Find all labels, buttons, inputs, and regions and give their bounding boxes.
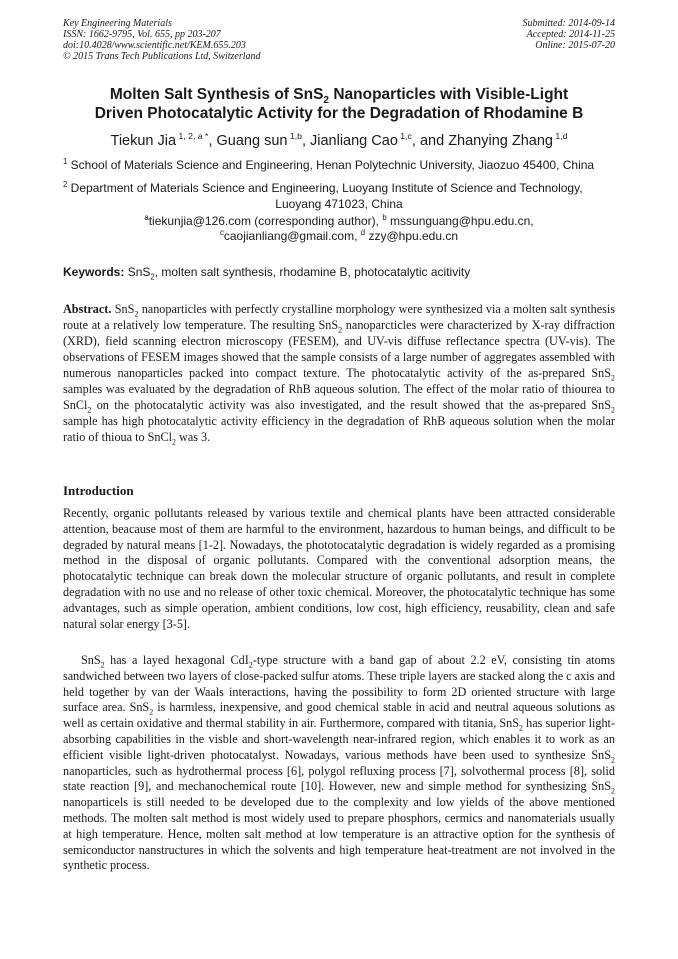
- author-affil-mark: 1, 2, a *: [176, 131, 209, 142]
- submitted-date: Submitted: 2014-09-14: [522, 18, 615, 29]
- paragraph-text: has superior light-absorbing capabilities in the visble and short-wavelength near-infrared region, which enables it to work as an efficient visible light-driven photocatalyst. Nowadays, various methods have been used to synthesize SnS: [63, 716, 615, 762]
- author-separator: , and: [411, 133, 449, 149]
- journal-name: Key Engineering Materials: [63, 18, 172, 29]
- title-line2: Driven Photocatalytic Activity for the Degradation of Rhodamine B: [94, 105, 584, 122]
- subscript: 2: [611, 755, 615, 765]
- subscript: 2: [172, 437, 176, 447]
- copyright-line: © 2015 Trans Tech Publications Ltd, Switzerland: [63, 51, 261, 62]
- title-part1: Molten Salt Synthesis of SnS: [109, 86, 324, 103]
- section-heading-introduction: Introduction: [63, 483, 134, 498]
- keywords-text-rest: , molten salt synthesis, rhodamine B, photocatalytic acitivity: [154, 265, 471, 279]
- author-name: Jianliang Cao: [310, 133, 398, 149]
- author-affil-mark: 1,b: [287, 131, 302, 142]
- abstract-text: was 3.: [175, 430, 211, 444]
- email-mark: c: [219, 228, 224, 237]
- keywords-text: SnS: [124, 265, 151, 279]
- subscript: 2: [248, 660, 253, 670]
- author-name: Tiekun Jia: [110, 133, 177, 149]
- email-a[interactable]: tiekunjia@126.com (corresponding author),: [148, 214, 383, 228]
- subscript: 2: [87, 405, 92, 415]
- author-affil-mark: 1,c: [397, 131, 412, 142]
- affiliation-number: 2: [63, 180, 68, 189]
- subscript: 2: [611, 405, 615, 415]
- author-affil-mark: 1,d: [552, 131, 568, 142]
- abstract-text: samples was evaluated by the degradation of RhB aqueous solution. The effect of the molar ratio of thiourea to SnCl: [63, 382, 615, 412]
- affiliation-text-line2: Luoyang 471023, China: [275, 197, 403, 211]
- abstract-text: nanoparcticles were characterized by X-ray diffraction (XRD), field scanning electron microscopy (FESEM), and UV-vis diffuse reflectance spectra (UV-vis). The observations of FESEM images showed that the sample consists of a large number of aggregates assembled with numerous nanoparticles packed into compact texture. The photocatalytic activity of the as-prepared SnS: [63, 318, 615, 380]
- subscript: 2: [338, 325, 343, 335]
- title-subscript: 2: [323, 95, 330, 107]
- email-mark: a: [144, 213, 149, 222]
- author-name: Zhanying Zhang: [448, 133, 553, 149]
- email-mark: d: [360, 228, 366, 237]
- affiliation-number: 1: [63, 157, 68, 166]
- paragraph-text: SnS: [81, 653, 101, 667]
- abstract-text: sample has high photocatalytic activity efficiency in the degradation of RhB aqueous solution when the molar ratio of thioua to SnCl: [63, 414, 615, 444]
- online-date: Online: 2015-07-20: [535, 40, 615, 51]
- author-name: Guang sun: [216, 133, 288, 149]
- doi-line[interactable]: doi:10.4028/www.scientific.net/KEM.655.203: [63, 40, 246, 51]
- journal-header-right: [523, 18, 616, 51]
- title-part2: Nanoparticles with Visible-Light: [329, 86, 569, 103]
- email-c[interactable]: caojianliang@gmail.com,: [223, 229, 361, 243]
- accepted-date: Accepted: 2014-11-25: [526, 29, 615, 40]
- intro-paragraph-2: [63, 653, 615, 874]
- abstract-text: on the photocatalytic activity was also investigated, and the result showed that the as-prepared SnS: [91, 398, 612, 412]
- affiliation-text: School of Materials Science and Engineering, Henan Polytechnic University, Jiaozuo 45400, China: [67, 158, 595, 172]
- paragraph-text: is harmless, inexpensive, and good chemical stable in acid and neutral aqueous solutions as well as certain oxidative and thermal stability in air. Furthermore, compared with titania, SnS: [63, 700, 615, 731]
- paragraph-text: nanoparticels is still needed to be developed due to the complexity and low yields of the above mentioned methods. The molten salt method is most widely used to prepare phosphors, cermics and nanomaterials usually at high temperature. Hence, molten salt method at low temperature is an attractive option for the synthesis of semiconductor nanstructures in which the solvents and high temperature heat-treatment are not involved in the synthetic process.: [63, 795, 615, 873]
- subscript: 2: [134, 309, 139, 319]
- paragraph-text: -type structure with a band gap of about 2.2 eV, consisting tin atoms sandwiched between two layers of close-packed sulfur atoms. These triple layers are stacked along the c axis and held together by van der Waals interactions, having the possibility to form 2D oriented structure with large surface area. SnS: [63, 653, 615, 715]
- email-b[interactable]: mssunguang@hpu.edu.cn,: [386, 214, 534, 228]
- keywords-label: Keywords:: [63, 265, 125, 279]
- author-list: [40, 132, 638, 150]
- keywords-subscript: 2: [150, 272, 155, 282]
- abstract-label: Abstract.: [63, 302, 112, 316]
- keywords: [63, 265, 615, 280]
- subscript: 2: [519, 723, 523, 733]
- subscript: 2: [100, 660, 105, 670]
- intro-paragraph-1: Recently, organic pollutants released by various textile and chemical plants have been attracted considerable attention, beacause most of them are harmful to the environment, hazardous to human beings, and difficult to be degraded by natural means [1-2]. Nowadays, the phototocatalytic degradation is widely regarded as a promising method in the disposal of organic pollutants. Compared with the conventional adsorption means, the photocatalytic technique can break down the molecular structure of organic pollutants, and result in complete degradation with no use and no release of other toxic chemical. Moreover, the photocatalytic technique has some advantages, such as simple operation, ambient conditions, low cost, high efficiency, reusability, clean and safe natural solar energy [3-5].: [63, 506, 615, 631]
- email-mark: b: [382, 213, 387, 222]
- subscript: 2: [149, 707, 154, 717]
- affiliation-1: [63, 157, 615, 173]
- abstract-text: nanoparticles with perfectly crystalline morphology were synthesized via a molten salt synthesis route at a relatively low temperature. The resulting SnS: [63, 302, 616, 332]
- affiliation-2: [63, 180, 615, 212]
- abstract: [63, 301, 615, 445]
- journal-header-left: [63, 18, 261, 62]
- author-separator: ,: [301, 133, 311, 149]
- paragraph-text: has a layed hexagonal CdI: [104, 653, 249, 667]
- author-emails: [63, 214, 615, 244]
- issn-line: ISSN: 1662-9795, Vol. 655, pp 203-207: [63, 29, 221, 40]
- author-separator: ,: [208, 133, 217, 149]
- paper-title: [40, 85, 638, 123]
- email-d[interactable]: zzy@hpu.edu.cn: [365, 229, 459, 243]
- abstract-text: SnS: [111, 302, 135, 316]
- subscript: 2: [611, 373, 615, 383]
- affiliation-text: Department of Materials Science and Engineering, Luoyang Institute of Science and Technology,: [67, 181, 583, 195]
- paragraph-text: nanoparticles, such as hydrothermal process [6], polygol refluxing process [7], solvothermal process [8], solid state reaction [9], and mechanochemical route [10]. However, new and simple method for synthesizing SnS: [63, 763, 615, 794]
- subscript: 2: [611, 786, 615, 796]
